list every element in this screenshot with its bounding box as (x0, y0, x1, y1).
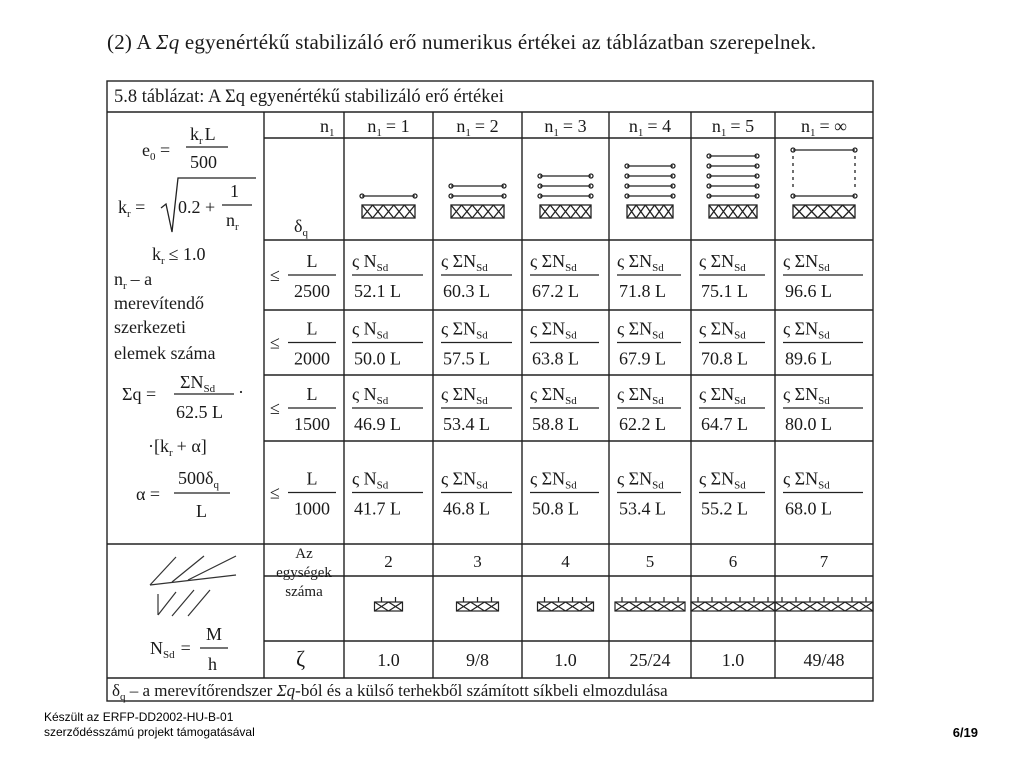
column-header-5: $n_1 = 5$ (711, 116, 755, 139)
force-value: 55.2 L (701, 498, 748, 519)
column-header-1: $n_1 = 1$ (367, 116, 410, 139)
force-value: 89.6 L (785, 348, 832, 369)
svg-text:nr: $n_r$ (226, 210, 239, 233)
svg-text:NSd=: $N_{Sd}$ = (150, 638, 191, 661)
force-value: 50.8 L (532, 498, 579, 519)
bracing-sketch-icon (150, 556, 236, 616)
force-value: 67.2 L (532, 281, 579, 301)
force-value: 52.1 L (354, 281, 401, 301)
zeta-symbol: ζ (296, 646, 306, 671)
force-label: ς $\Sigma N_{Sd}$ (617, 318, 664, 342)
force-value: 53.4 L (443, 414, 490, 434)
force-value: 57.5 L (443, 348, 490, 369)
slide-heading: (2) A Σq egyenértékű stabilizáló erő numerikus értékei az táblázatban szerepelnek. (107, 30, 817, 54)
units-label (276, 546, 332, 600)
corner-n1: $n_1$ (320, 116, 335, 139)
le-symbol: ≤ (270, 265, 280, 285)
sigma-q-symbol: Σq (156, 30, 180, 54)
zeta-value: 1.0 (721, 650, 745, 670)
fraction-numerator: L (306, 318, 318, 339)
bracing-diagram-icon (538, 174, 593, 218)
nr-description: $n_r$ – a (114, 269, 153, 292)
force-label: ς $\Sigma N_{Sd}$ (441, 468, 488, 492)
fraction-numerator: L (306, 384, 318, 404)
table-caption: 5.8 táblázat: A Σq egyenértékű stabilizáló erő értékei (114, 87, 504, 107)
svg-text:Az: Az (295, 546, 313, 562)
svg-text:L: L (196, 501, 207, 521)
svg-text:krL: $k_r$ L (190, 124, 216, 147)
unit-count: 6 (728, 552, 738, 571)
unit-count: 5 (645, 552, 655, 571)
force-label: ς $N_{Sd}$ (352, 251, 389, 274)
force-label: ς $\Sigma N_{Sd}$ (783, 384, 830, 407)
svg-text:·: · (238, 382, 244, 402)
fraction-numerator: L (306, 468, 318, 489)
force-label: ς $\Sigma N_{Sd}$ (441, 384, 488, 407)
svg-text:ΣNSd: $\Sigma N_{Sd}$ (180, 372, 216, 395)
page-number: 6/19 (952, 725, 978, 740)
svg-text:elemek száma: elemek száma (114, 343, 216, 363)
truss-units-icon (615, 597, 685, 611)
force-value: 53.4 L (619, 498, 666, 519)
zeta-value: 1.0 (377, 650, 400, 670)
force-label: ς $\Sigma N_{Sd}$ (699, 318, 746, 342)
e0-formula: $e_0$ = (142, 140, 171, 163)
truss-units-icon (691, 597, 775, 611)
force-label: ς $\Sigma N_{Sd}$ (783, 251, 830, 274)
force-label: ς $\Sigma N_{Sd}$ (530, 318, 577, 342)
force-label: ς $\Sigma N_{Sd}$ (441, 318, 488, 342)
bracing-diagram-icon (449, 184, 506, 218)
fraction-denominator: 1000 (294, 498, 330, 519)
column-header-3: $n_1 = 3$ (544, 116, 587, 139)
force-label: ς $\Sigma N_{Sd}$ (530, 468, 577, 492)
truss-units-icon (775, 597, 873, 611)
unit-count: 3 (473, 552, 482, 571)
zeta-value: 9/8 (465, 650, 490, 670)
alpha-formula: α = (136, 484, 161, 504)
table-footnote: $\delta_q$ – a merevítőrendszer Σq-ból és a külső terhekből számított síkbeli elmozdulása (112, 681, 668, 703)
corner-delta-q: $\delta_q$ (294, 216, 308, 239)
formula-block (114, 124, 256, 521)
sigma-q-formula: Σq = (122, 384, 157, 404)
fraction-numerator: L (306, 251, 318, 271)
force-label: ς $N_{Sd}$ (352, 468, 389, 492)
bracing-diagram-icon (625, 164, 675, 218)
force-value: 46.9 L (354, 414, 401, 434)
svg-text:száma: száma (285, 584, 323, 600)
footer-credit (44, 710, 255, 740)
svg-text:0.2 +: 0.2 + (178, 197, 216, 217)
svg-text:·[kr+ α]: $\cdot[k_r + \alpha]$ (148, 436, 207, 459)
footer-line-1: Készült az ERFP-DD2002-HU-B-01 (44, 710, 234, 724)
kr-formula: $k_r$ = (118, 197, 146, 220)
bracing-diagram-icon (707, 154, 759, 218)
fraction-denominator: 2000 (294, 348, 330, 369)
force-label: ς $\Sigma N_{Sd}$ (783, 468, 830, 492)
force-value: 70.8 L (701, 348, 748, 369)
svg-text:500: 500 (190, 152, 217, 172)
svg-text:500δq: $500\delta_q$ (178, 468, 219, 491)
bracing-diagram-icon (360, 194, 417, 218)
kr-limit: $k_r \le 1.0$ (152, 244, 206, 267)
fraction-denominator: 2500 (294, 281, 330, 301)
table-row (270, 469, 863, 519)
svg-text:szerkezeti: szerkezeti (114, 317, 186, 337)
truss-units-icon (538, 597, 594, 611)
force-label: ς $\Sigma N_{Sd}$ (617, 468, 664, 492)
unit-count: 4 (561, 552, 570, 571)
force-value: 71.8 L (619, 281, 666, 301)
le-symbol: ≤ (270, 398, 280, 418)
le-symbol: ≤ (270, 482, 280, 503)
table-row (270, 251, 863, 301)
force-value: 50.0 L (354, 348, 401, 369)
force-label: ς $\Sigma N_{Sd}$ (530, 384, 577, 407)
table-row (270, 384, 863, 434)
svg-text:M: M (206, 624, 223, 644)
force-label: ς $\Sigma N_{Sd}$ (699, 251, 746, 274)
force-label: ς $\Sigma N_{Sd}$ (699, 384, 746, 407)
force-label: ς $N_{Sd}$ (352, 318, 389, 342)
force-value: 60.3 L (443, 281, 490, 301)
zeta-value: 49/48 (803, 650, 845, 670)
unit-count: 7 (819, 552, 829, 571)
column-header-2: $n_1 = 2$ (456, 116, 499, 139)
stabilizing-force-table (106, 80, 874, 704)
column-header-6: $n_1$ = ∞ (801, 116, 847, 139)
zeta-value: 1.0 (554, 650, 577, 670)
le-symbol: ≤ (270, 332, 280, 353)
force-label: ς $\Sigma N_{Sd}$ (530, 251, 577, 274)
force-label: ς $\Sigma N_{Sd}$ (617, 384, 664, 407)
force-label: ς $\Sigma N_{Sd}$ (617, 251, 664, 274)
force-value: 68.0 L (785, 498, 832, 519)
force-value: 63.8 L (532, 348, 579, 369)
column-header-4: $n_1 = 4$ (628, 116, 672, 139)
force-value: 96.6 L (785, 281, 832, 301)
svg-text:h: h (208, 654, 217, 674)
nsd-formula (150, 624, 228, 674)
svg-text:1: 1 (230, 181, 239, 201)
fraction-denominator: 1500 (294, 414, 330, 434)
force-value: 64.7 L (701, 414, 748, 434)
zeta-value: 25/24 (629, 650, 671, 670)
footer-line-2: szerződésszámú projekt támogatásával (44, 725, 255, 739)
svg-text:egységek: egységek (276, 565, 332, 581)
truss-units-icon (375, 597, 403, 611)
force-value: 75.1 L (701, 281, 748, 301)
svg-text:merevítendő: merevítendő (114, 293, 204, 313)
svg-text:62.5 L: 62.5 L (176, 402, 223, 422)
force-label: ς $\Sigma N_{Sd}$ (699, 468, 746, 492)
table-row (270, 319, 863, 369)
bracing-diagram-icon (791, 148, 857, 218)
force-value: 46.8 L (443, 498, 490, 519)
force-value: 80.0 L (785, 414, 832, 434)
truss-units-icon (457, 597, 499, 611)
force-value: 67.9 L (619, 348, 666, 369)
force-label: ς $\Sigma N_{Sd}$ (441, 251, 488, 274)
force-value: 62.2 L (619, 414, 666, 434)
force-label: ς $\Sigma N_{Sd}$ (783, 318, 830, 342)
force-value: 41.7 L (354, 498, 401, 519)
unit-count: 2 (384, 552, 393, 571)
force-label: ς $N_{Sd}$ (352, 384, 389, 407)
force-value: 58.8 L (532, 414, 579, 434)
